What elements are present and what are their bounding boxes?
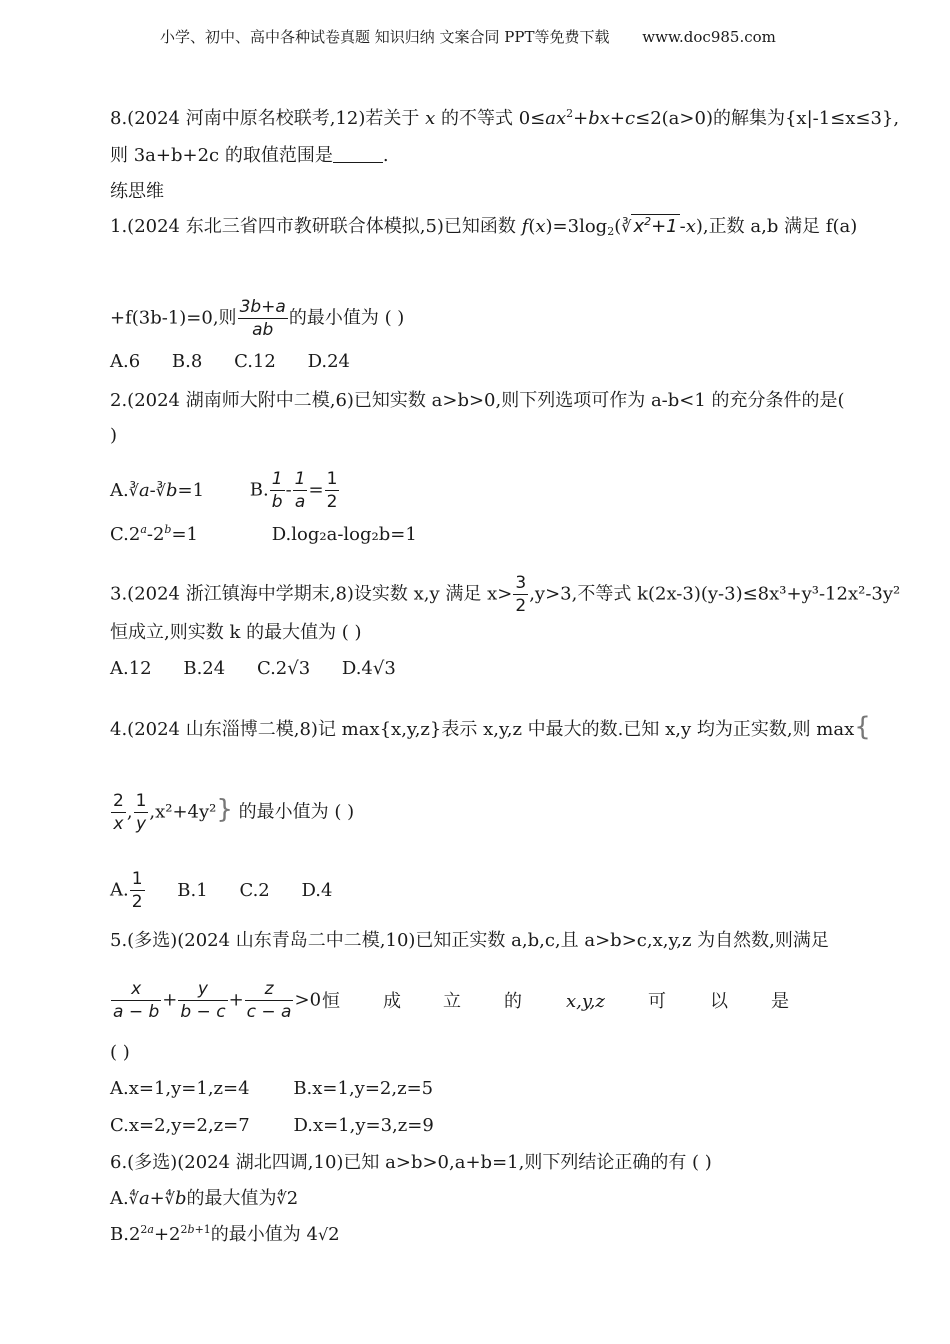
q4-optA-label: A.	[110, 879, 129, 901]
q2-optB-label: B.	[249, 479, 269, 501]
q4-option-b[interactable]: B.1	[177, 879, 208, 901]
q6-optA-head: A.	[110, 1188, 129, 1209]
q5-option-b[interactable]: B.x=1,y=2,z=5	[293, 1078, 434, 1099]
q6-optB-tail: 的最小值为 4	[210, 1224, 318, 1245]
q1-text-b: =3log	[552, 216, 608, 237]
q3-option-a[interactable]: A.12	[110, 658, 152, 679]
q5-spread-4: x,y,z	[566, 991, 605, 1012]
q5-paren: ( )	[110, 1042, 130, 1063]
q5-option-a[interactable]: A.x=1,y=1,z=4	[110, 1078, 250, 1099]
q1-text-c: ,正数 a,b 满足 f(a)	[702, 216, 858, 237]
q3-text-a: 3.(2024 浙江镇海中学期末,8)设实数 x,y 满足 x>	[110, 583, 513, 605]
q6-optB-head: B.2	[110, 1224, 141, 1245]
q2-line1: 2.(2024 湖南师大附中二模,6)已知实数 a>b>0,则下列选项可作为 a-b<1 的充分条件的是(	[110, 390, 845, 411]
q3-option-c[interactable]: C.2√3	[256, 658, 311, 679]
q1-text-e: 的最小值为 ( )	[288, 307, 405, 329]
q8-text-c: (a>0)的解集为{x|-1≤x≤3},	[661, 108, 900, 129]
q5-option-c[interactable]: C.x=2,y=2,z=7	[110, 1115, 250, 1136]
header-url: www.doc985.com	[642, 28, 776, 46]
q4-options	[110, 868, 332, 913]
q5-spread-7: 是	[771, 991, 789, 1012]
q4-expr: ,x²+4y²	[149, 801, 217, 823]
q6-option-a[interactable]: A.∜a+∜b的最大值为∜2	[110, 1188, 299, 1209]
q6-optA-tail: 的最大值为	[186, 1188, 277, 1209]
q2-options-cd	[110, 523, 417, 547]
q4-option-d[interactable]: D.4	[301, 879, 333, 901]
q2-option-b[interactable]: B. $\frac{1}{b}$ - $\frac{1}{a}$ = $\frac{1}{2}$	[249, 469, 338, 512]
q1-line1: 1.(2024 东北三省四市教研联合体模拟,5)已知函数 $f(x)=3\log_2(∛$ $x^2+1$ -x),正数 a,b 满足 f(a)	[110, 215, 858, 238]
q1-text-a: 1.(2024 东北三省四市教研联合体模拟,5)已知函数	[110, 216, 522, 237]
q5-spread-5: 可	[648, 991, 666, 1012]
q3-text-b: ,y>3,不等式 k(2x-3)(y-3)≤8x³+y³-12x²-3y²	[529, 583, 901, 605]
q3-option-b[interactable]: B.24	[183, 658, 226, 679]
q4-option-a[interactable]: A. $\frac{1}{2}$	[110, 869, 143, 912]
q5-ineq-tail: >0	[294, 989, 322, 1011]
q2-line2: )	[110, 425, 118, 446]
q8-period: .	[382, 145, 389, 166]
q1-option-a[interactable]: A.6	[110, 351, 141, 372]
q4-option-c[interactable]: C.2	[239, 879, 270, 901]
q8-text-d: 则 3a+b+2c 的取值范围是	[110, 145, 333, 166]
q5-spread-2: 立	[443, 991, 461, 1012]
q2-options-ab	[110, 468, 340, 513]
q3-options	[110, 657, 396, 681]
q2-optA-tail: =1	[177, 479, 205, 501]
q2-optC-label: C.2	[110, 524, 141, 545]
q2-optC-tail: =1	[171, 524, 199, 545]
q1-frac-den: ab	[252, 320, 274, 340]
q2-optC-mid: -2	[146, 524, 165, 545]
page-header	[160, 26, 782, 47]
q5-options-cd	[110, 1114, 434, 1138]
q1-options	[110, 350, 350, 374]
right-brace-icon: }	[216, 794, 233, 825]
left-brace-icon: {	[854, 712, 871, 742]
q1-line2	[110, 296, 404, 341]
q3-line1: 3.(2024 浙江镇海中学期末,8)设实数 x,y 满足 x> $\frac{3}{2}$ ,y>3,不等式 k(2x-3)(y-3)≤8x³+y³-12x²-3y²	[110, 573, 901, 616]
header-text: 小学、初中、高中各种试卷真题 知识归纳 文案合同 PPT等免费下载	[160, 28, 610, 46]
q5-option-d[interactable]: D.x=1,y=3,z=9	[293, 1115, 434, 1136]
q1-text-d: +f(3b-1)=0,则	[110, 307, 237, 329]
q1-option-b[interactable]: B.8	[171, 351, 203, 372]
q2-option-a[interactable]: A.∛a-∛b=1	[110, 479, 205, 501]
q3-line2: 恒成立,则实数 k 的最大值为 ( )	[110, 622, 362, 643]
q5-spread-3: 的	[504, 991, 522, 1012]
q1-fraction	[238, 296, 288, 341]
section-title: 练思维	[110, 181, 164, 202]
q4-line1	[110, 712, 871, 742]
q8-text-b: 的不等式 0≤	[435, 108, 546, 129]
q1-option-c[interactable]: C.12	[234, 351, 276, 372]
q3-option-d[interactable]: D.4√3	[341, 658, 396, 679]
q6-option-b[interactable]: $B.2^{2a}+2^{2b+1}$的最小值为 4√2	[110, 1223, 340, 1245]
q5-line1: 5.(多选)(2024 山东青岛二中二模,10)已知正实数 a,b,c,且 a>b>c,x,y,z 为自然数,则满足	[110, 930, 829, 951]
q8-line1: 8.(2024 河南中原名校联考,12)若关于 x 的不等式 $0\le ax^2+bx+c\le 2(a>0)$的解集为{x|-1≤x≤3},	[110, 107, 900, 129]
q5-options-ab	[110, 1077, 433, 1101]
q4-line2: $\frac{2}{x}$ , $\frac{1}{y}$ ,x²+4y²} 的最小值为 ( )	[113, 791, 355, 834]
q2-option-d[interactable]: D.log₂a-log₂b=1	[271, 524, 417, 545]
q2-optA-label: A.	[110, 479, 129, 501]
q1-frac-num: 3b+a	[239, 297, 286, 317]
q5-spread-0: 恒	[322, 991, 340, 1012]
q5-spread-1: 成	[383, 991, 401, 1012]
q4-text-b: 的最小值为 ( )	[232, 801, 355, 823]
q8-text-a: 8.(2024 河南中原名校联考,12)若关于	[110, 108, 426, 129]
q2-option-c[interactable]: $C.2^a-2^b=1$	[110, 523, 199, 545]
q5-spread-6: 以	[710, 991, 728, 1012]
q6-line1: 6.(多选)(2024 湖北四调,10)已知 a>b>0,a+b=1,则下列结论正确的有 ( )	[110, 1152, 712, 1173]
q5-ineq: $\frac{x}{a - b}$ + $\frac{y}{b - c}$ + $\frac{z}{c - a}$ >0	[113, 979, 322, 1022]
q4-text-a: 4.(2024 山东淄博二模,8)记 max{x,y,z}表示 x,y,z 中最大的数.已知 x,y 均为正实数,则 max	[110, 719, 855, 740]
q1-option-d[interactable]: D.24	[307, 351, 350, 372]
answer-blank	[333, 144, 383, 163]
q8-line2	[110, 144, 389, 168]
